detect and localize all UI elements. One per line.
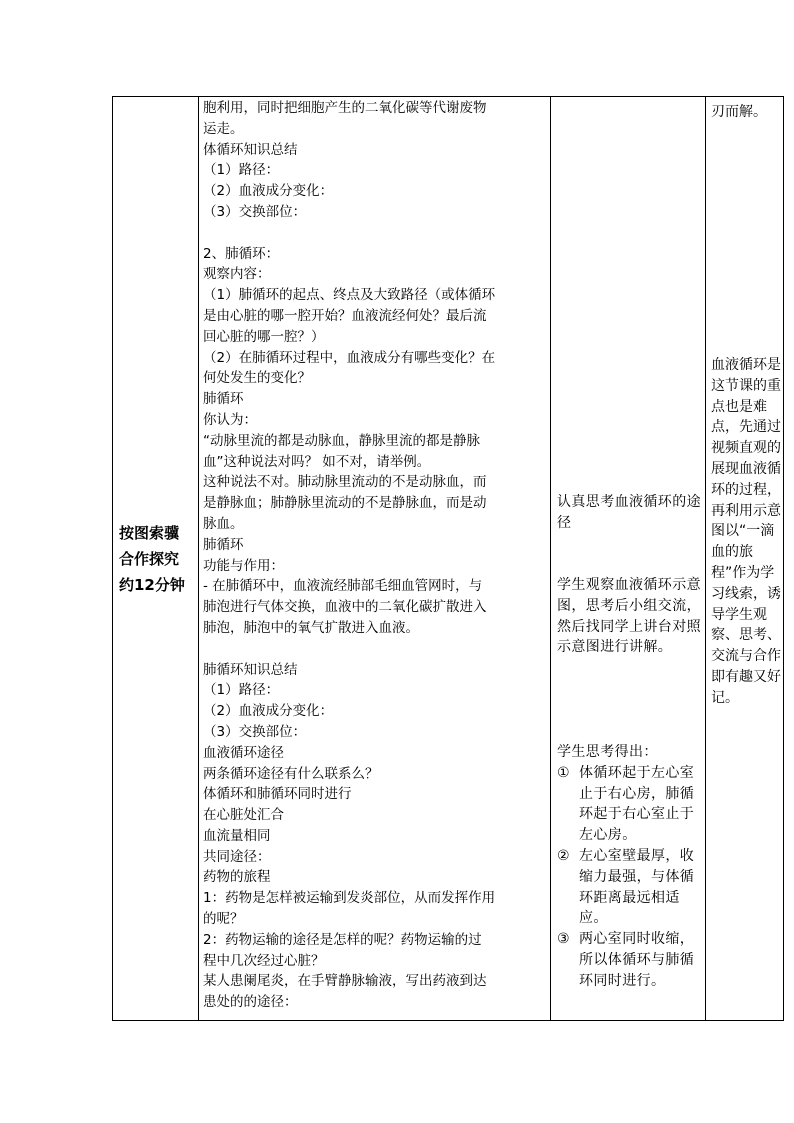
content-line: （2）在肺循环过程中，血液成分有哪些变化？在 <box>203 349 496 366</box>
content-line: 这种说法不对。肺动脉里流动的不是动脉血，而 <box>203 474 487 491</box>
teaching-content-cell <box>198 96 550 1021</box>
content-line: 是静脉血；肺静脉里流动的不是静脉血，而是动 <box>203 495 487 512</box>
conclusion-item <box>557 846 703 929</box>
content-line: 肺泡，肺泡中的氧气扩散进入血液。 <box>203 619 419 636</box>
content-line: 患处的的途径： <box>203 994 298 1011</box>
conclusion-intro: 学生思考得出： <box>557 744 658 760</box>
content-line: “动脉里流的都是动脉血，静脉里流的都是静脉 <box>203 432 480 449</box>
content-line: 血流量相同 <box>203 827 271 844</box>
student-observe-text: 学生观察血液循环示意图，思考后小组交流，然后找同学上讲台对照示意图进行讲解。 <box>557 577 701 656</box>
content-line: 1：药物是怎样被运输到发炎部位，从而发挥作用 <box>203 890 496 907</box>
content-line: （1）路径： <box>203 162 280 179</box>
design-top-text: 刃而解。 <box>711 104 767 120</box>
content-line: 功能与作用： <box>203 557 284 574</box>
content-line: 是由心脏的哪一腔开始？血液流经何处？最后流 <box>203 307 487 324</box>
content-line: 体循环和肺循环同时进行 <box>203 786 352 803</box>
content-line: 的呢？ <box>203 911 244 928</box>
content-line: 肺循环知识总结 <box>203 661 298 678</box>
content-line: （2）血液成分变化： <box>203 703 334 720</box>
content-line: （1）肺循环的起点、终点及大致路径（或体循环 <box>203 287 496 304</box>
student-think-text: 认真思考血液循环的途径 <box>557 494 701 531</box>
content-line: 胞利用，同时把细胞产生的二氧化碳等代谢废物 <box>203 100 487 116</box>
content-line: 2、肺循环： <box>203 245 280 262</box>
conclusion-number: ② <box>557 847 570 864</box>
content-line: 肺循环 <box>203 536 244 553</box>
lesson-plan-table <box>112 96 784 1021</box>
content-line: （3）交换部位： <box>203 723 307 740</box>
student-activity-cell <box>550 96 705 1021</box>
content-line: 脉血。 <box>203 515 244 532</box>
content-line: 药物的旅程 <box>203 869 271 886</box>
content-line: 共同途径： <box>203 848 271 865</box>
conclusion-text: 体循环起于左心室止于右心房，肺循环起于右心室止于左心房。 <box>579 764 695 844</box>
content-line: 观察内容： <box>203 266 271 283</box>
content-line <box>203 639 546 660</box>
content-line: 肺循环 <box>203 391 244 408</box>
student-conclusions <box>557 742 703 992</box>
conclusion-item <box>557 763 703 846</box>
content-line: 体循环知识总结 <box>203 141 298 158</box>
content-line: - 在肺循环中，血液流经肺部毛细血管网时，与 <box>203 578 483 595</box>
conclusion-item <box>557 929 703 991</box>
content-line: 血液循环途径 <box>203 744 284 761</box>
content-line: （1）路径： <box>203 682 280 699</box>
content-line: 程中几次经过心脏？ <box>203 952 325 969</box>
content-line: （3）交换部位： <box>203 203 307 220</box>
content-line: 你认为： <box>203 411 257 428</box>
conclusion-text: 左心室壁最厚，收缩力最强，与体循环距离最远相适应。 <box>579 847 695 927</box>
conclusion-list <box>557 763 703 992</box>
content-line: （2）血液成分变化： <box>203 183 334 200</box>
conclusion-number: ① <box>557 764 570 781</box>
content-line: 回心脏的哪一腔？） <box>203 328 325 345</box>
stage-cell <box>112 96 198 1021</box>
conclusion-number: ③ <box>557 931 570 948</box>
content-line: 在心脏处汇合 <box>203 807 284 824</box>
content-line <box>203 223 546 244</box>
content-line: 两条循环途径有什么联系么？ <box>203 765 379 782</box>
design-intent-cell <box>705 96 784 1021</box>
content-line: 何处发生的变化？ <box>203 370 311 387</box>
content-line: 血”这种说法对吗？ 如不对，请举例。 <box>203 453 431 470</box>
content-line: 运走。 <box>203 120 244 137</box>
stage-label: 按图索骥合作探究约12分钟 <box>119 523 185 594</box>
content-line: 某人患阑尾炎，在手臂静脉输液，写出药液到达 <box>203 973 487 990</box>
content-line: 肺泡进行气体交换，血液中的二氧化碳扩散进入 <box>203 599 487 616</box>
design-main-text: 血液循环是这节课的重点也是难点，先通过视频直观的展现血液循环的过程，再利用示意图以“一滴血的旅程”作为学习线索，诱导学生观察、思考、交流与合作即有趣又好记。 <box>711 357 781 706</box>
conclusion-text: 两心室同时收缩，所以体循环与肺循环同时进行。 <box>579 931 695 989</box>
content-line: 2：药物运输的途径是怎样的呢？药物运输的过 <box>203 931 482 948</box>
teaching-content <box>203 98 546 1013</box>
